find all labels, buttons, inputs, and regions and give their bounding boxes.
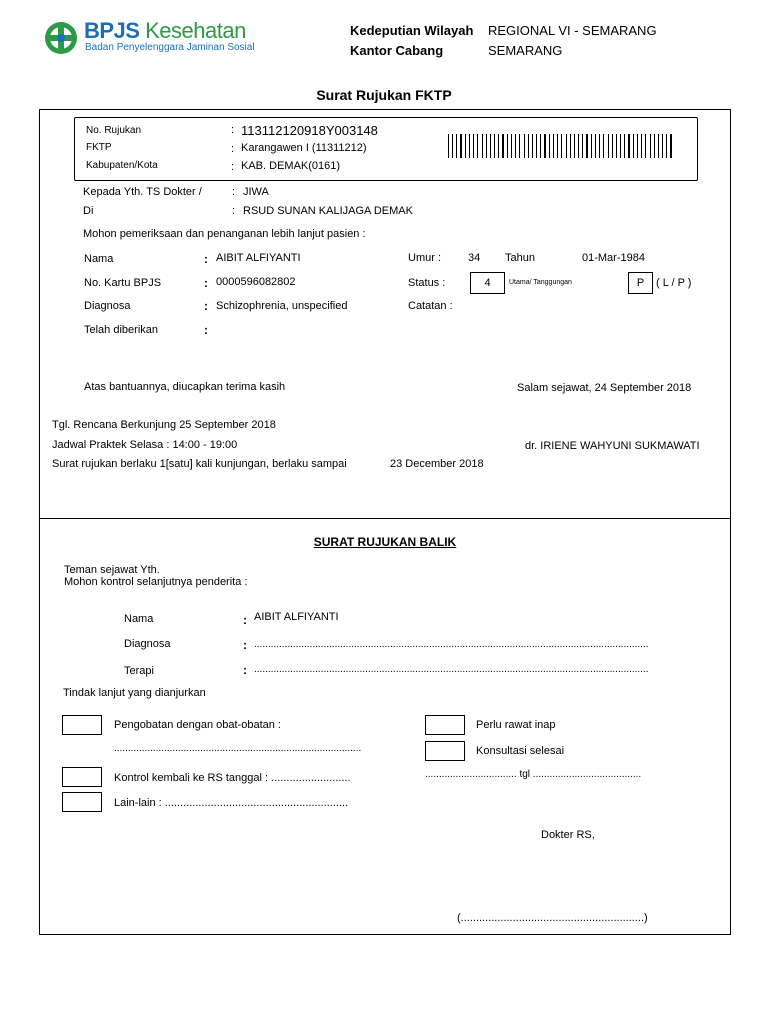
barcode-bar [633,134,634,158]
telah-label: Telah diberikan [84,324,158,336]
colon: : [232,186,236,198]
rawat-inap-label: Perlu rawat inap [476,719,556,731]
barcode-bar [620,134,621,158]
colon: : [231,161,235,173]
diagnosa-label: Diagnosa [84,300,131,312]
status-value: 4 [484,277,491,289]
kepada-label: Kepada Yth. TS Dokter / [83,186,202,198]
dokter-name: dr. IRIENE WAHYUNI SUKMAWATI [525,440,700,452]
barcode-bar [524,134,525,158]
balik-title: SURAT RUJUKAN BALIK [313,535,457,549]
umur-label: Umur : [408,252,441,264]
barcode-bar [553,134,554,158]
barcode-bar [624,134,625,158]
tahun-label: Tahun [505,252,535,264]
barcode-bar [452,134,453,158]
colon: : [231,143,235,155]
barcode-bar [486,134,487,158]
konsultasi-label: Konsultasi selesai [476,745,565,757]
logo-brand2: Kesehatan [145,18,246,43]
barcode-bar [650,134,651,158]
berlaku-date: 23 December 2018 [390,458,484,470]
barcode-bar [528,134,529,158]
barcode-bar [641,134,642,158]
barcode-image [448,134,676,158]
barcode-bar [498,134,499,158]
bpjs-emblem-icon [44,21,78,55]
lain-checkbox[interactable] [62,792,102,812]
barcode-bar [637,134,638,158]
kartu-value: 0000596082802 [216,276,296,288]
balik-diag-dots: .............................................................................................................................................. [254,639,649,650]
barcode-bar [494,134,495,158]
colon: : [243,663,247,677]
bpjs-logo [42,18,255,58]
barcode-bar [658,134,659,158]
kab-label: Kabupaten/Kota [86,160,158,171]
barcode-bar [603,134,604,158]
barcode-bar [578,134,579,158]
barcode-bar [612,134,613,158]
logo-brand: BPJS [84,18,140,43]
colon: : [232,205,236,217]
catatan-label: Catatan : [408,300,453,312]
kepada-value: JIWA [243,186,269,198]
di-value: RSUD SUNAN KALIJAGA DEMAK [243,205,413,217]
kab-value: KAB. DEMAK(0161) [241,160,341,172]
fktp-label: FKTP [86,142,112,153]
cabang-label: Kantor Cabang [350,43,444,58]
barcode-bar [477,134,478,158]
logo-tagline: Badan Penyelenggara Jaminan Sosial [85,42,255,53]
barcode-bar [536,134,537,158]
di-label: Di [83,205,94,217]
thanks-text: Atas bantuannya, diucapkan terima kasih [84,381,286,393]
status-note: Utama/ Tanggungan [509,279,572,286]
teman-text: Teman sejawat Yth. [64,564,160,576]
barcode-bar [540,134,541,158]
balik-terapi-label: Terapi [124,665,154,677]
barcode-bar [645,134,646,158]
colon: : [243,638,247,652]
barcode-bar [460,134,462,158]
pengobatan-label: Pengobatan dengan obat-obatan : [114,719,281,731]
tindak-text: Tindak lanjut yang dianjurkan [63,687,206,699]
barcode-bar [511,134,512,158]
umur-value: 34 [468,252,481,264]
barcode-bar [507,134,508,158]
barcode-bar [515,134,516,158]
barcode-bar [666,134,667,158]
sex-value: P [636,277,645,289]
colon: : [243,613,247,627]
tgl-line: ................................. tgl ....................................... [425,769,642,780]
colon: : [204,276,208,290]
diagnosa-value: Schizophrenia, unspecified [216,300,348,312]
colon: : [204,299,208,313]
barcode-bar [502,134,504,158]
balik-mohon: Mohon kontrol selanjutnya penderita : [64,576,248,588]
barcode-bar [599,134,600,158]
wilayah-value: REGIONAL VI - SEMARANG [488,23,657,38]
barcode-bar [608,134,609,158]
barcode-bar [448,134,449,158]
mohon-text: Mohon pemeriksaan dan penanganan lebih lanjut pasien : [83,228,366,240]
rawat-inap-checkbox[interactable] [425,715,465,735]
cabang-value: SEMARANG [488,43,563,58]
barcode-bar [482,134,483,158]
no-rujukan-label: No. Rujukan [86,125,142,136]
kontrol-label: Kontrol kembali ke RS tanggal : .......................... [114,772,351,784]
balik-nama-label: Nama [124,613,154,625]
barcode-bar [456,134,457,158]
barcode-bar [544,134,546,158]
barcode-bar [595,134,596,158]
barcode-bar [469,134,470,158]
nama-label: Nama [84,253,114,265]
balik-diag-label: Diagnosa [124,638,171,650]
berlaku-text: Surat rujukan berlaku 1[satu] kali kunjungan, berlaku sampai [52,458,347,470]
barcode-bar [549,134,550,158]
barcode-bar [586,134,588,158]
balik-terapi-dots: .............................................................................................................................................. [254,664,649,675]
colon: : [204,252,208,266]
wilayah-label: Kedeputian Wilayah [350,23,474,38]
kontrol-checkbox[interactable] [62,767,102,787]
dokter-rs-label: Dokter RS, [541,829,595,841]
status-label: Status : [408,277,446,289]
barcode-bar [561,134,562,158]
barcode-bar [473,134,474,158]
barcode-bar [557,134,558,158]
barcode-bar [532,134,533,158]
nama-value: AIBIT ALFIYANTI [216,252,301,264]
salam-text: Salam sejawat, 24 September 2018 [517,382,692,394]
barcode-bar [591,134,592,158]
barcode-bar [566,134,567,158]
colon: : [231,124,235,136]
barcode-bar [654,134,655,158]
sex-note: ( L / P ) [656,277,692,289]
barcode-bar [670,134,672,158]
colon: : [204,323,208,337]
tgl-rencana: Tgl. Rencana Berkunjung 25 September 2018 [52,419,276,431]
dob-value: 01-Mar-1984 [582,252,645,264]
barcode-bar [582,134,583,158]
barcode-bar [574,134,575,158]
pengobatan-dots: ......................................................................................... [114,743,362,754]
barcode-bar [616,134,617,158]
barcode-bar [465,134,466,158]
barcode-bar [628,134,630,158]
barcode-bar [519,134,520,158]
jadwal-praktek: Jadwal Praktek Selasa : 14:00 - 19:00 [52,439,238,451]
barcode-bar [570,134,571,158]
signature-line: (............................................................) [457,912,648,924]
pengobatan-checkbox[interactable] [62,715,102,735]
no-rujukan-value: 113112120918Y003148 [241,123,378,138]
kartu-label: No. Kartu BPJS [84,277,162,289]
konsultasi-checkbox[interactable] [425,741,465,761]
balik-nama-value: AIBIT ALFIYANTI [254,611,339,623]
barcode-bar [662,134,663,158]
fktp-value: Karangawen I (11311212) [241,142,367,154]
lain-label: Lain-lain : ............................................................ [114,797,349,809]
page-title: Surat Rujukan FKTP [316,87,452,103]
barcode-bar [490,134,491,158]
